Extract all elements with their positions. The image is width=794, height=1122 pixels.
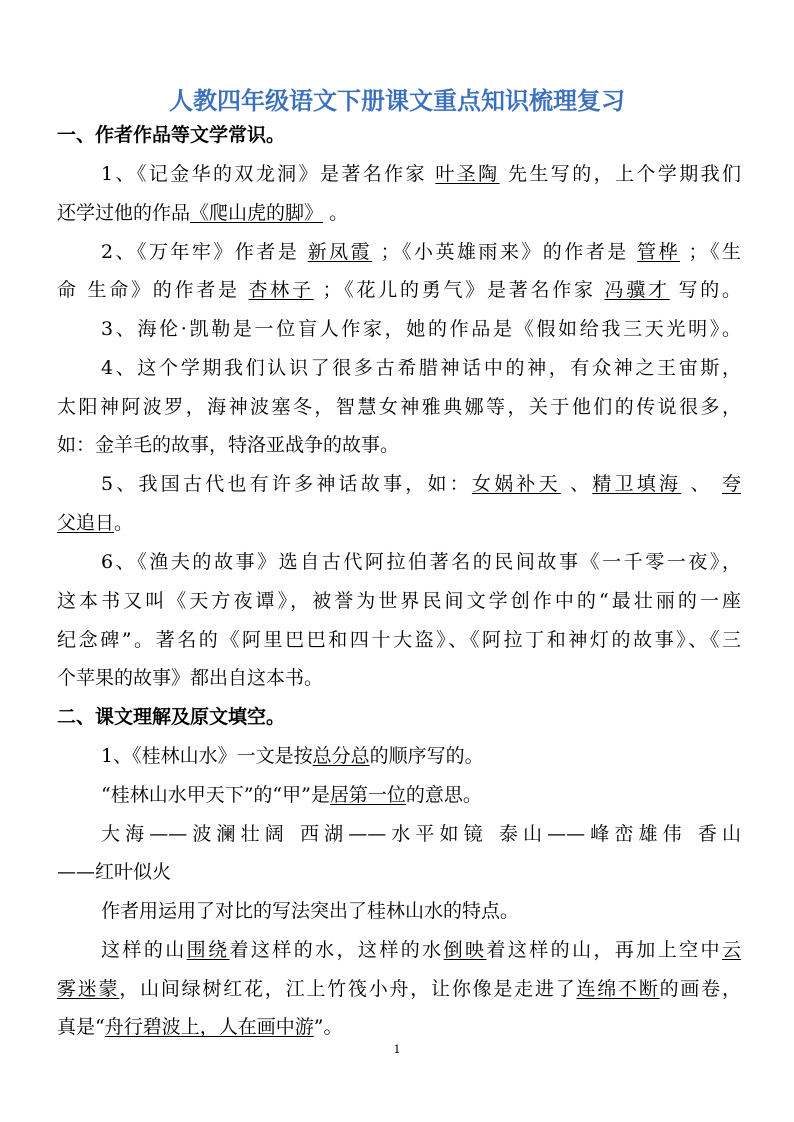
paragraph-2-3-line-1: 大海——波澜壮阔 西湖——水平如镜 泰山——峰峦雄伟 香山 (101, 823, 741, 845)
document-title: 人教四年级语文下册课文重点知识梳理复习 (169, 87, 625, 115)
item-4-line-2: 太阳神阿波罗，海神波塞冬，智慧女神雅典娜等，关于他们的传说很多， (57, 396, 741, 418)
answer-blank: 管桦 (637, 241, 681, 263)
paragraph-2-3-line-2: ——红叶似火 (57, 861, 172, 883)
item-4-line-3: 如：金羊毛的故事，特洛亚战争的故事。 (57, 434, 400, 456)
answer-blank: 云 (721, 939, 741, 961)
answer-blank: 居第一位 (329, 784, 406, 806)
answer-blank: 围绕 (186, 939, 230, 961)
section-2-heading: 二、课文理解及原文填空。 (57, 706, 286, 728)
item-1-line-2: 还学过他的作品《爬山虎的脚》 。 (57, 202, 349, 224)
item-2-line-1: 2、《万年牢》作者是 新凤霞 ；《小英雄雨来》的作者是 管桦 ；《生 (101, 241, 741, 263)
answer-blank: 倒映 (443, 939, 487, 961)
answer-blank: 精卫填海 (592, 473, 682, 495)
item-4-line-1: 4、这个学期我们认识了很多古希腊神话中的神，有众神之王宙斯， (101, 357, 741, 379)
paragraph-2-5-line-1: 这样的山围绕着这样的水，这样的水倒映着这样的山，再加上空中云 (101, 939, 741, 961)
item-5-line-1: 5、我国古代也有许多神话故事，如：女娲补天 、精卫填海 、 夸 (101, 473, 741, 495)
paragraph-2-5-line-2: 雾迷蒙，山间绿树红花，江上竹筏小舟，让你像是走进了连绵不断的画卷， (57, 978, 741, 1000)
answer-blank: 夸 (721, 473, 741, 495)
answer-blank: 叶圣陶 (435, 163, 500, 185)
answer-blank: 《爬山虎的脚》 (190, 202, 324, 224)
page-number: 1 (393, 1043, 401, 1056)
section-1-heading: 一、作者作品等文学常识。 (57, 124, 286, 146)
item-6-line-2: 这本书又叫《天方夜谭》，被誉为世界民间文学创作中的“最壮丽的一座 (57, 590, 741, 612)
paragraph-2-1: 1、《桂林山水》一文是按总分总的顺序写的。 (101, 745, 484, 767)
answer-blank: 父追日 (57, 512, 115, 534)
answer-blank: 舟行碧波上，人在画中游 (104, 1016, 314, 1038)
answer-blank: 女娲补天 (471, 473, 561, 495)
item-1-line-1: 1、《记金华的双龙洞》是著名作家 叶圣陶 先生写的，上个学期我们 (101, 163, 741, 185)
item-6-line-4: 个苹果的故事》都出自这本书。 (57, 667, 324, 689)
item-6-line-3: 纪念碑”。著名的《阿里巴巴和四十大盗》、《阿拉丁和神灯的故事》、《三 (57, 629, 741, 651)
item-5-line-2: 父追日。 (57, 512, 134, 534)
paragraph-2-4: 作者用运用了对比的写法突出了桂林山水的特点。 (101, 900, 520, 922)
answer-blank: 冯骥才 (604, 279, 670, 301)
answer-blank: 总分总 (312, 745, 370, 767)
item-6-line-1: 6、《渔夫的故事》选自古代阿拉伯著名的民间故事《一千零一夜》， (101, 551, 741, 573)
answer-blank: 连绵不断 (576, 978, 660, 1000)
answer-blank: 杏林子 (248, 279, 314, 301)
paragraph-2-5-line-3: 真是“舟行碧波上，人在画中游”。 (57, 1016, 343, 1038)
answer-blank: 新凤霞 (307, 241, 373, 263)
item-2-line-2: 命 生命》的作者是 杏林子 ；《花儿的勇气》是著名作家 冯骥才 写的。 (57, 279, 741, 301)
paragraph-2-2: “桂林山水甲天下”的“甲”是居第一位的意思。 (101, 784, 482, 806)
answer-blank: 雾迷蒙 (57, 978, 120, 1000)
item-3: 3、海伦·凯勒是一位盲人作家，她的作品是《假如给我三天光明》。 (101, 318, 741, 340)
